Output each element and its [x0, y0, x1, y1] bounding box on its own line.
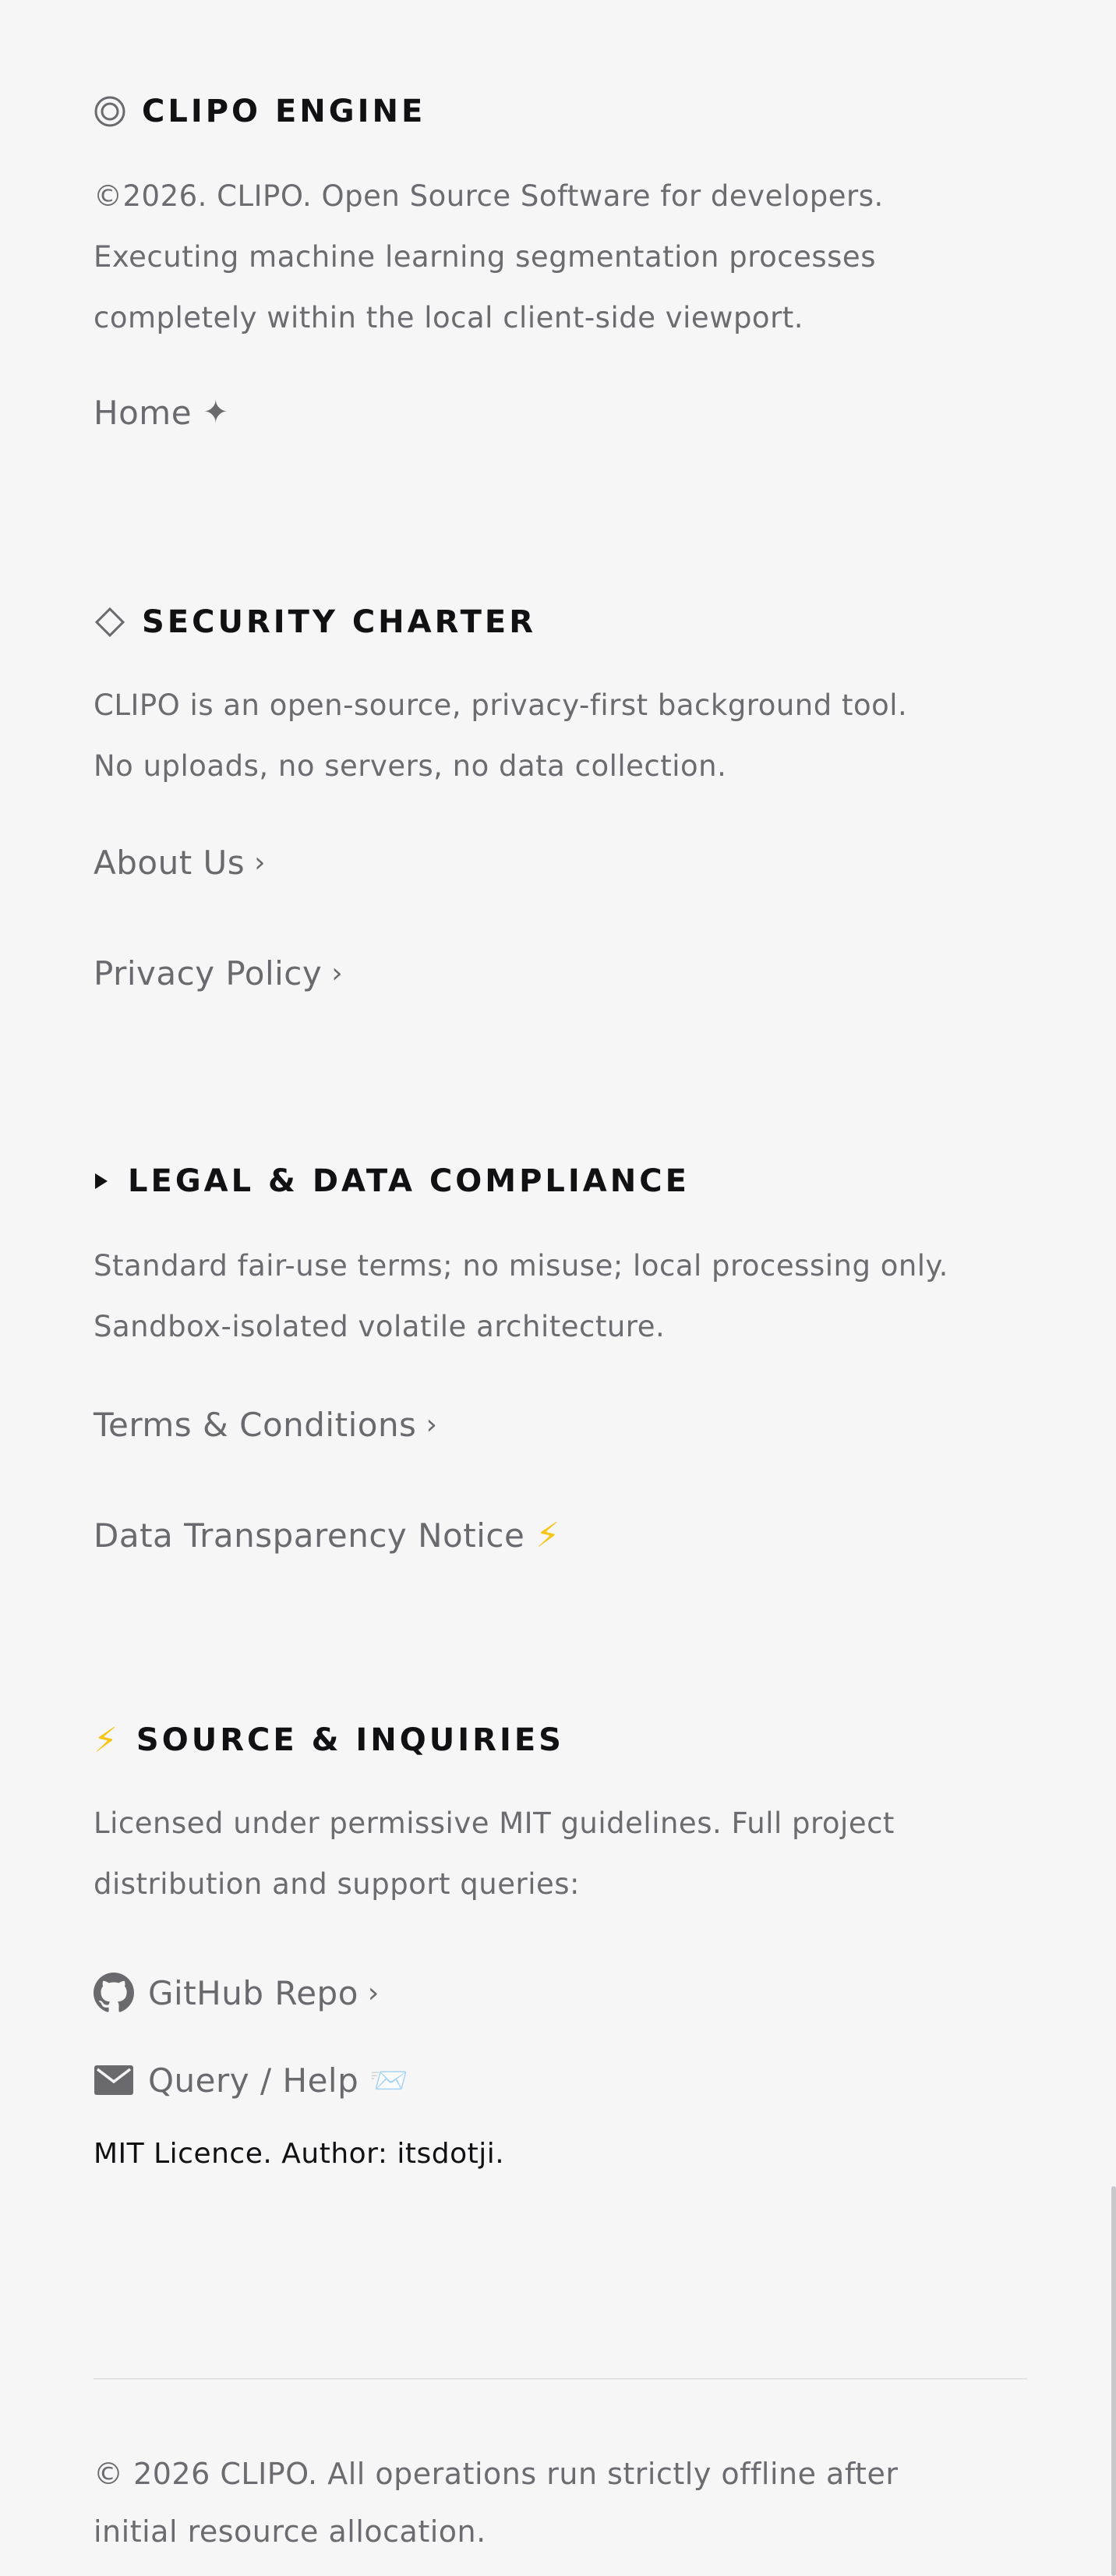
home-link-label: Home [94, 393, 192, 432]
legal-description [94, 1236, 1029, 1357]
legal-description-line: Sandbox-isolated volatile architecture. [94, 1310, 666, 1343]
security-heading [94, 600, 1029, 644]
security-description-line: CLIPO is an open-source, privacy-first background tool. [94, 688, 908, 722]
copyright-line: initial resource allocation. [94, 2514, 486, 2549]
target-icon [94, 95, 126, 128]
security-description-line: No uploads, no servers, no data collection. [94, 749, 727, 783]
terms-label: Terms & Conditions [94, 1405, 417, 1444]
copyright-notice [94, 2445, 1029, 2560]
legal-section [94, 1159, 1029, 1559]
source-heading [94, 1718, 1029, 1762]
chevron-right-icon: › [331, 957, 344, 989]
engine-description-line: ©2026. CLIPO. Open Source Software for developers. [94, 179, 884, 213]
engine-description [94, 166, 1029, 349]
terms-link[interactable] [94, 1401, 1029, 1448]
about-us-label: About Us [94, 843, 245, 882]
scrollbar-thumb[interactable] [1111, 2186, 1116, 2576]
engine-description-line: completely within the local client-side viewport. [94, 301, 804, 334]
chevron-right-icon: › [367, 1976, 380, 2009]
sparkle-icon: ✦ [203, 395, 230, 430]
engine-heading [94, 90, 1029, 133]
security-title: SECURITY CHARTER [142, 604, 537, 640]
mail-icon [94, 2065, 134, 2096]
security-section [94, 600, 1029, 996]
privacy-policy-link[interactable] [94, 950, 1029, 996]
source-description [94, 1793, 1029, 1915]
about-us-link[interactable] [94, 839, 1029, 886]
github-icon [94, 1973, 134, 2013]
engine-description-line: Executing machine learning segmentation processes [94, 240, 876, 274]
lightning-icon: ⚡ [94, 1720, 121, 1760]
legal-heading [94, 1159, 1029, 1203]
source-title: SOURCE & INQUIRIES [136, 1722, 564, 1758]
legal-title: LEGAL & DATA COMPLIANCE [128, 1163, 690, 1199]
footer-divider [94, 2378, 1027, 2380]
engine-title: CLIPO ENGINE [142, 94, 426, 129]
chevron-right-icon: › [426, 1408, 438, 1441]
source-description-line: distribution and support queries: [94, 1867, 581, 1901]
github-repo-link[interactable] [94, 1969, 1029, 2016]
github-repo-label: GitHub Repo [148, 1973, 358, 2012]
legal-description-line: Standard fair-use terms; no misuse; local processing only. [94, 1249, 948, 1283]
copyright-line: © 2026 CLIPO. All operations run strictly offline after [94, 2457, 899, 2491]
data-transparency-label: Data Transparency Notice [94, 1516, 525, 1555]
incoming-envelope-icon: 📨 [369, 2062, 409, 2099]
triangle-right-icon [94, 1172, 109, 1191]
engine-section [94, 90, 1029, 436]
diamond-icon [94, 606, 126, 639]
lightning-icon: ⚡ [535, 1515, 560, 1555]
chevron-right-icon: › [254, 846, 267, 879]
source-description-line: Licensed under permissive MIT guidelines. Full project [94, 1806, 895, 1840]
home-link[interactable] [94, 389, 1029, 436]
license-text: MIT Licence. Author: itsdotji. [94, 2138, 505, 2170]
data-transparency-link[interactable] [94, 1512, 1029, 1559]
query-help-label: Query / Help [148, 2061, 359, 2100]
security-description [94, 675, 1029, 797]
privacy-policy-label: Privacy Policy [94, 954, 323, 993]
source-section [94, 1718, 1029, 2170]
query-help-link[interactable] [94, 2057, 1029, 2104]
